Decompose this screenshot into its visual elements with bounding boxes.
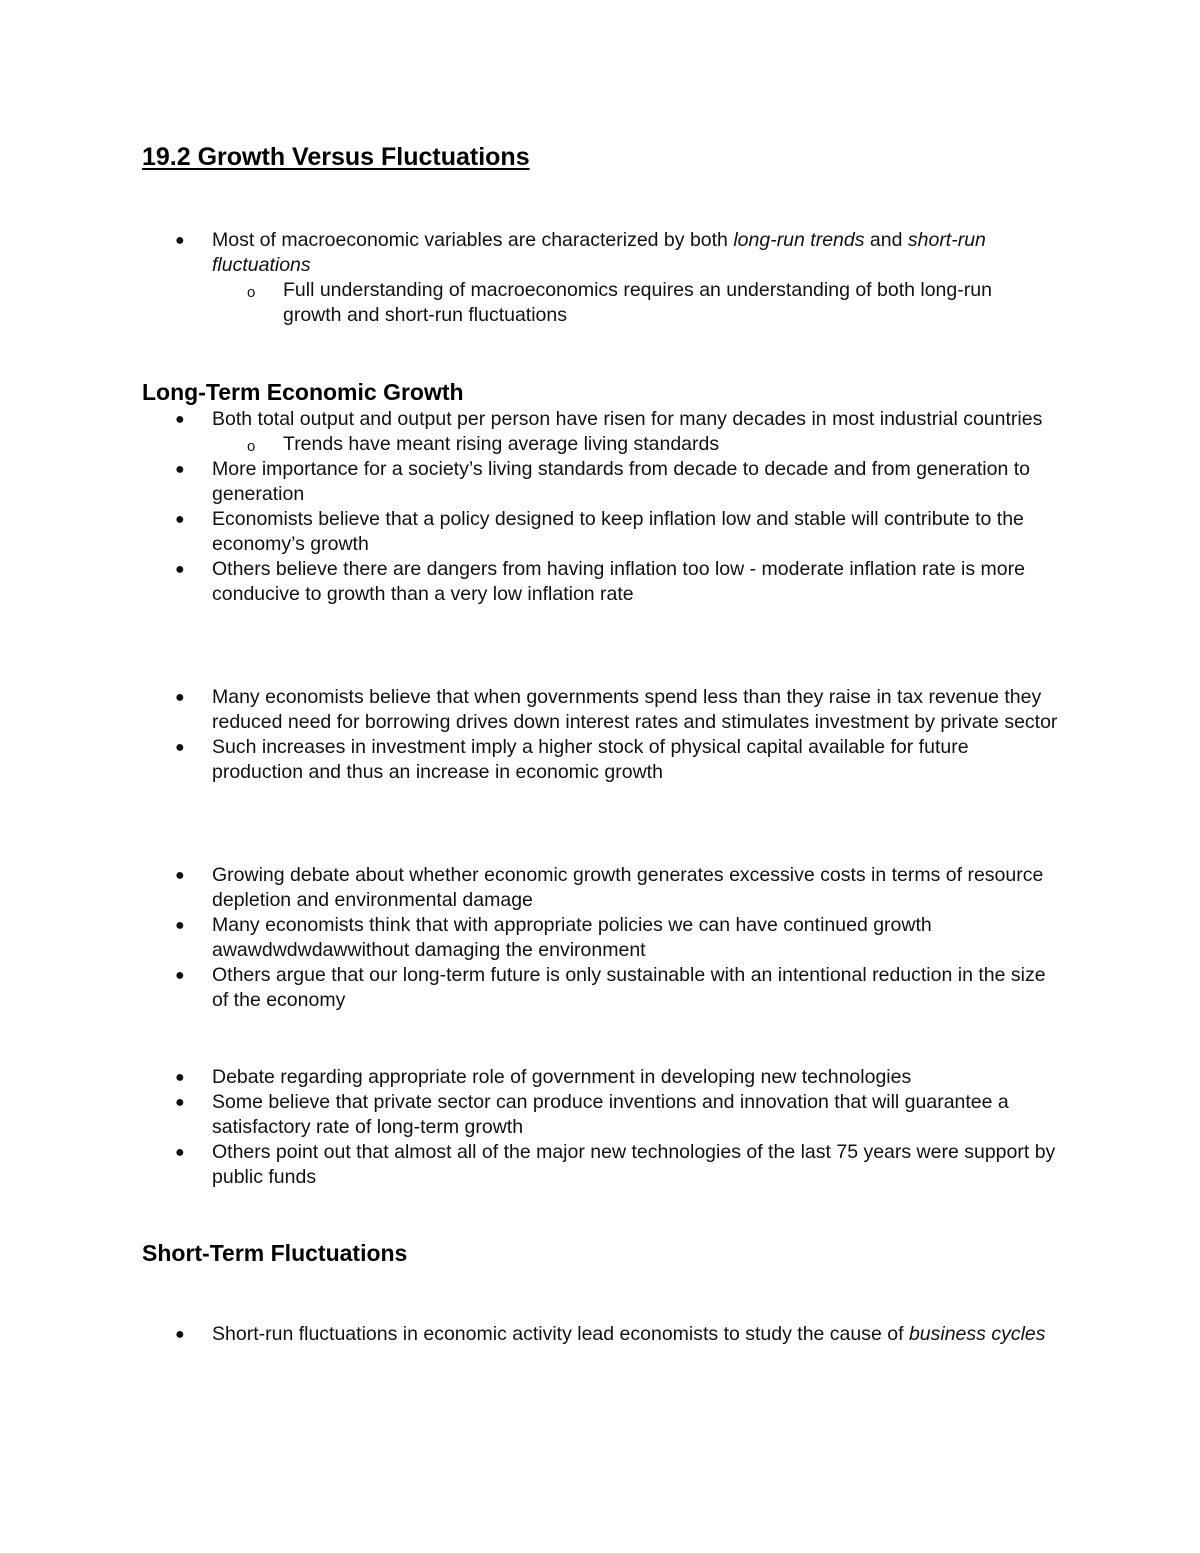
bullet-icon: ●	[175, 411, 185, 428]
list-item: ● Growing debate about whether economic growth generates excessive costs in terms of resource depletion and environmental damage	[175, 864, 1044, 911]
list-item: ● Others believe there are dangers from having inflation too low - moderate inflation rate is more conducive to growth than a very low inflation rate	[175, 558, 1025, 605]
bullet-icon: ●	[175, 511, 185, 528]
list-item: ● Others argue that our long-term future is only sustainable with an intentional reduction in the size of the economy	[175, 964, 1046, 1011]
long-term-list-4	[0, 1065, 1200, 1190]
section-heading-long-term: Long-Term Economic Growth	[142, 379, 464, 405]
bullet-icon: ●	[175, 1144, 185, 1161]
list-item: ● Others point out that almost all of the major new technologies of the last 75 years were support by public funds	[175, 1141, 1056, 1188]
bullet-icon: ●	[175, 967, 185, 984]
list-item: ● More importance for a society’s living standards from decade to decade and from generation to generation	[175, 458, 1031, 505]
sub-list-item: o Trends have meant rising average living standards	[0, 432, 1043, 457]
sub-list-item: o Full understanding of macroeconomics requires an understanding of both long-run growth and short-run fluctuations	[247, 279, 992, 326]
list-item: ● Most of macroeconomic variables are characterized by both long-run trends and short-run fluctuations	[175, 229, 986, 276]
list-item: ● Such increases in investment imply a higher stock of physical capital available for future production and thus an increase in economic growth	[175, 736, 969, 783]
list-item: ● Many economists believe that when governments spend less than they raise in tax revenue they reduced need for borrowing drives down interest rates and stimulates investment by private sector	[175, 686, 1058, 733]
list-item: ● Some believe that private sector can produce inventions and innovation that will guarantee a satisfactory rate of long-term growth	[175, 1091, 1009, 1138]
long-term-list-3	[0, 863, 1200, 1013]
long-term-list-2	[0, 685, 1200, 785]
bullet-icon: ●	[175, 739, 185, 756]
bullet-icon: ●	[175, 1094, 185, 1111]
long-term-list-1	[0, 407, 1200, 607]
list-item: ● Economists believe that a policy designed to keep inflation low and stable will contribute to the economy’s growth	[175, 508, 1024, 555]
bullet-icon: ●	[175, 561, 185, 578]
list-item: ● Many economists think that with appropriate policies we can have continued growth awawdwdwdawwithout damaging the environment	[175, 914, 932, 961]
list-item: ● Short-run fluctuations in economic activity lead economists to study the cause of business cycles	[175, 1323, 1046, 1345]
bullet-icon: ●	[175, 1326, 185, 1343]
section-heading-short-term: Short-Term Fluctuations	[142, 1240, 408, 1266]
bullet-icon: ●	[175, 689, 185, 706]
bullet-icon: ●	[175, 461, 185, 478]
list-item: ● Both total output and output per person have risen for many decades in most industrial countries	[175, 408, 1043, 430]
short-term-list	[0, 1322, 1200, 1347]
list-item: ● Debate regarding appropriate role of government in developing new technologies	[175, 1066, 912, 1088]
hollow-bullet-icon: o	[247, 284, 256, 301]
bullet-icon: ●	[175, 232, 185, 249]
page-title: 19.2 Growth Versus Fluctuations	[142, 143, 530, 171]
bullet-icon: ●	[175, 867, 185, 884]
hollow-bullet-icon: o	[247, 438, 256, 455]
bullet-icon: ●	[175, 1069, 185, 1086]
intro-list	[0, 228, 1200, 328]
bullet-icon: ●	[175, 917, 185, 934]
